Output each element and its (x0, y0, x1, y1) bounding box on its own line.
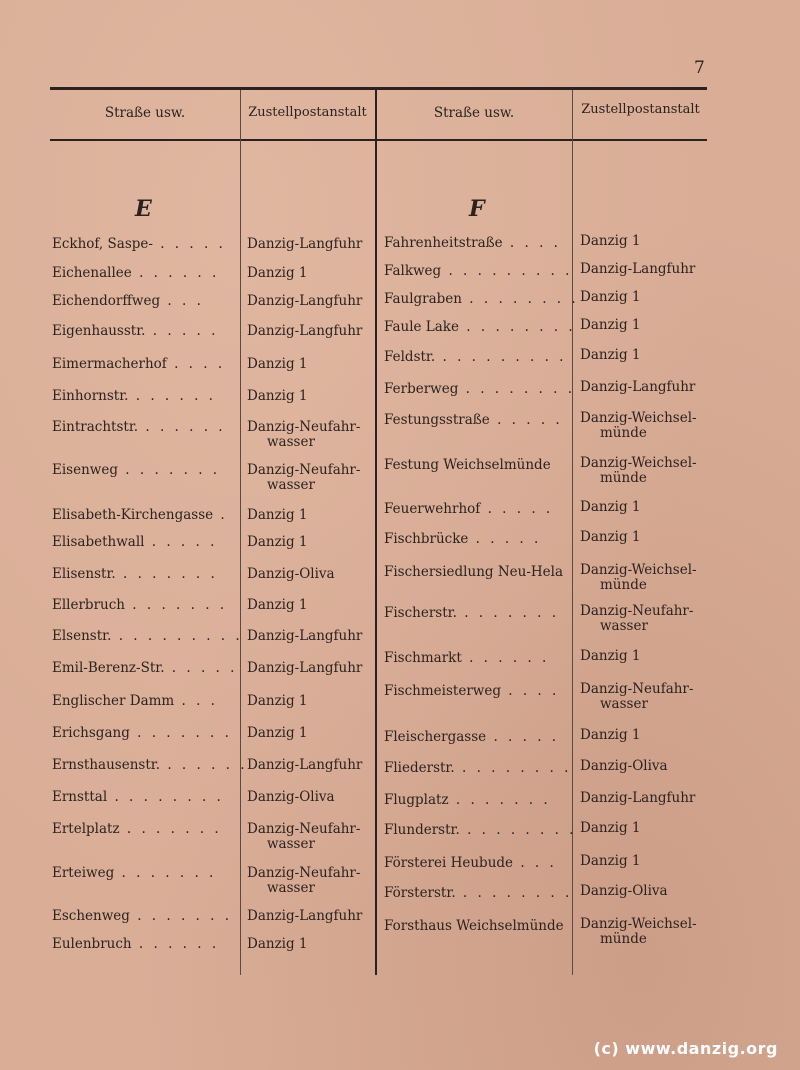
post-office-entry (580, 262, 695, 277)
post-office-name-continuation: wasser (267, 477, 315, 493)
post-office-name-continuation: wasser (267, 836, 315, 852)
leader-dots: . . . . . . . . (107, 789, 224, 805)
street-name: Fahrenheitstraße (384, 235, 503, 251)
post-office-name: Danzig-Weichsel- (580, 455, 697, 471)
street-name: Erteiweg (52, 865, 115, 881)
leader-dots: . . . . . . . (114, 865, 217, 881)
street-entry (52, 357, 237, 372)
leader-dots: . (213, 507, 228, 523)
leader-dots: . . . . . (152, 236, 226, 252)
post-office-entry (247, 790, 335, 805)
post-office-name: Danzig 1 (247, 356, 308, 372)
post-office-name: Danzig-Langfuhr (247, 757, 363, 773)
post-office-entry (247, 866, 360, 896)
post-office-name: Danzig-Langfuhr (247, 628, 363, 644)
street-name: Feuerwehrhof (384, 501, 481, 517)
leader-dots: . . . . . . . . (454, 760, 572, 776)
post-office-entry (580, 791, 695, 806)
street-name: Elsenstr. (52, 628, 112, 644)
page-number: 7 (694, 58, 705, 78)
post-office-name: Danzig 1 (580, 317, 641, 333)
post-office-name: Danzig 1 (247, 534, 308, 550)
post-office-name: Danzig 1 (580, 347, 641, 363)
post-office-name-continuation: münde (600, 425, 647, 441)
street-entry (52, 535, 237, 550)
street-entry (384, 822, 577, 838)
post-office-entry (247, 726, 308, 741)
street-entry (52, 567, 237, 582)
street-entry (52, 866, 237, 881)
post-office-entry (247, 420, 360, 450)
post-office-name: Danzig 1 (580, 853, 641, 869)
street-entry (384, 319, 576, 335)
street-name: Fischmeisterweg (384, 683, 501, 699)
street-name: Elisenstr. (52, 566, 116, 582)
post-office-entry (580, 380, 695, 395)
leader-dots: . . . . . . . (129, 908, 232, 924)
post-office-name: Danzig-Langfuhr (247, 323, 363, 339)
post-office-entry (247, 508, 308, 523)
post-office-entry (580, 456, 697, 486)
leader-dots: . . . . . . . (448, 792, 551, 808)
post-office-name: Danzig-Langfuhr (580, 379, 696, 395)
street-entry (384, 919, 570, 934)
street-entry (52, 266, 237, 281)
post-office-entry (580, 563, 697, 593)
leader-dots: . . . . . . . . . (111, 628, 243, 644)
post-office-name: Danzig-Neufahr- (580, 603, 694, 619)
post-office-entry (247, 598, 308, 613)
street-name: Ertelplatz (52, 821, 120, 837)
leader-dots: . . . (513, 855, 557, 871)
post-office-entry (580, 759, 668, 774)
post-office-entry (580, 821, 641, 836)
table-header-rule (50, 139, 707, 141)
header-street-left: Straße usw. (104, 105, 186, 121)
street-name: Ernsthausenstr. (52, 757, 161, 773)
header-office-left: Zustellpostanstalt (248, 105, 367, 120)
street-entry (384, 793, 570, 808)
post-office-name: Danzig-Oliva (580, 883, 668, 899)
header-office-right: Zustellpostanstalt (581, 102, 700, 117)
leader-dots: . . . . . . . . (459, 822, 577, 838)
post-office-name: Danzig-Neufahr- (247, 865, 361, 881)
post-office-entry (580, 530, 641, 545)
street-name: Faule Lake (384, 319, 459, 335)
leader-dots: . . . . . . . . (458, 381, 576, 397)
street-name: Eimermacherhof (52, 356, 167, 372)
post-office-entry (247, 357, 308, 372)
street-name: Fliederstr. (384, 760, 455, 776)
street-entry (52, 508, 237, 523)
street-entry (52, 324, 237, 339)
leader-dots: . . . . . (164, 660, 238, 676)
post-office-name: Danzig-Oliva (580, 758, 668, 774)
street-entry (384, 263, 573, 279)
street-name: Eintrachtstr. (52, 419, 139, 435)
street-name: Eschenweg (52, 908, 130, 924)
post-office-name: Danzig 1 (580, 233, 641, 249)
post-office-entry (247, 294, 362, 309)
post-office-entry (580, 728, 641, 743)
leader-dots: . . . . . . . . (458, 319, 576, 335)
street-name: Eckhof, Saspe- (52, 236, 153, 252)
post-office-entry (247, 324, 362, 339)
column-divider (572, 90, 573, 975)
post-office-name: Danzig-Langfuhr (247, 293, 363, 309)
post-office-name: Danzig-Neufahr- (247, 821, 361, 837)
street-name: Ferberweg (384, 381, 459, 397)
post-office-name-continuation: wasser (267, 434, 315, 450)
street-name: Fischmarkt (384, 650, 462, 666)
post-office-name: Danzig 1 (247, 597, 308, 613)
street-entry (52, 628, 243, 644)
street-entry (52, 909, 237, 924)
post-office-name-continuation: münde (600, 931, 647, 947)
post-office-entry (247, 535, 308, 550)
post-office-name: Danzig-Langfuhr (247, 660, 363, 676)
street-name: Eichendorffweg (52, 293, 161, 309)
street-entry (384, 684, 570, 699)
post-office-entry (580, 234, 641, 249)
post-office-name: Danzig 1 (247, 725, 308, 741)
street-entry (384, 291, 579, 307)
post-office-name-continuation: wasser (600, 618, 648, 634)
street-entry (384, 565, 570, 580)
street-entry (52, 420, 237, 435)
post-office-name: Danzig 1 (580, 289, 641, 305)
post-office-name: Danzig 1 (580, 648, 641, 664)
street-entry (384, 413, 570, 428)
post-office-name: Danzig 1 (247, 388, 308, 404)
post-office-entry (247, 629, 362, 644)
street-entry (384, 236, 570, 251)
post-office-entry (247, 822, 360, 852)
leader-dots: . . . . . (145, 323, 219, 339)
post-office-name: Danzig 1 (247, 693, 308, 709)
leader-dots: . . . . . (468, 531, 542, 547)
post-office-entry (247, 567, 335, 582)
post-office-entry (580, 318, 641, 333)
street-entry (384, 458, 570, 473)
street-name: Fleischergasse (384, 729, 487, 745)
street-name: Försterei Heubude (384, 855, 514, 871)
street-entry (384, 502, 570, 517)
street-entry (52, 726, 237, 741)
post-office-name: Danzig-Langfuhr (247, 908, 363, 924)
table-top-rule (50, 87, 707, 90)
street-name: Elisabeth-Kirchengasse (52, 507, 214, 523)
street-name: Festungsstraße (384, 412, 490, 428)
post-office-name: Danzig-Oliva (247, 566, 335, 582)
leader-dots: . . . . . . (160, 757, 248, 773)
street-name: Fischersiedlung Neu-Hela (384, 564, 564, 580)
leader-dots: . . . . . (144, 534, 218, 550)
header-street-right: Straße usw. (433, 105, 515, 121)
section-letter-right: F (469, 196, 485, 222)
street-name: Englischer Damm (52, 693, 175, 709)
leader-dots: . . . . (166, 356, 226, 372)
leader-dots: . . . . . . . . (461, 291, 579, 307)
leader-dots: . . . . . . . (456, 605, 560, 621)
post-office-entry (580, 348, 641, 363)
street-name: Feldstr. (384, 349, 436, 365)
leader-dots: . . . . . . (131, 265, 220, 281)
post-office-name: Danzig-Neufahr- (580, 681, 694, 697)
street-entry (384, 885, 573, 901)
street-name: Eichenallee (52, 265, 132, 281)
section-letter-left: E (135, 196, 152, 222)
street-name: Elisabethwall (52, 534, 145, 550)
leader-dots: . . . (174, 693, 218, 709)
post-office-name: Danzig-Langfuhr (580, 261, 696, 277)
leader-dots: . . . . . . . . . (441, 263, 573, 279)
leader-dots: . . . . . . . (115, 566, 218, 582)
leader-dots: . . . . . . . (129, 725, 232, 741)
street-entry (384, 606, 570, 621)
post-office-entry (580, 884, 668, 899)
leader-dots: . . . . . . (138, 419, 226, 435)
leader-dots: . . . . . (486, 729, 560, 745)
leader-dots: . . . . . . . (124, 597, 228, 613)
post-office-entry (247, 909, 362, 924)
street-entry (52, 822, 237, 837)
post-office-entry (247, 266, 308, 281)
street-entry (52, 463, 237, 478)
post-office-entry (580, 604, 693, 634)
street-name: Eigenhausstr. (52, 323, 146, 339)
post-office-name: Danzig-Neufahr- (247, 462, 361, 478)
leader-dots: . . . . . . (128, 388, 216, 404)
street-entry (384, 761, 570, 776)
post-office-name-continuation: münde (600, 577, 647, 593)
street-name: Fischbrücke (384, 531, 469, 547)
post-office-entry (580, 290, 641, 305)
post-office-entry (580, 854, 641, 869)
street-name: Falkweg (384, 263, 442, 279)
post-office-name: Danzig-Langfuhr (247, 236, 363, 252)
post-office-name: Danzig 1 (247, 936, 308, 952)
post-office-entry (580, 411, 697, 441)
street-entry (52, 757, 248, 773)
street-name: Eisenweg (52, 462, 118, 478)
street-entry (384, 651, 570, 666)
street-entry (384, 532, 570, 547)
leader-dots: . . . . . (489, 412, 563, 428)
street-name: Erichsgang (52, 725, 130, 741)
leader-dots: . . . . . . (131, 936, 220, 952)
post-office-name-continuation: wasser (267, 880, 315, 896)
watermark: (c) www.danzig.org (593, 1039, 778, 1058)
leader-dots: . . . . . . . (117, 462, 221, 478)
street-entry (52, 694, 237, 709)
post-office-name: Danzig 1 (580, 529, 641, 545)
street-entry (384, 856, 570, 871)
street-name: Festung Weichselmünde (384, 457, 551, 473)
street-entry (52, 389, 237, 404)
post-office-name: Danzig 1 (247, 507, 308, 523)
post-office-entry (580, 500, 641, 515)
street-name: Flugplatz (384, 792, 449, 808)
street-name: Emil-Berenz-Str. (52, 660, 165, 676)
post-office-entry (247, 463, 360, 493)
leader-dots: . . . . . (480, 501, 554, 517)
leader-dots: . . . . (502, 235, 561, 251)
post-office-name: Danzig-Weichsel- (580, 410, 697, 426)
post-office-name: Danzig-Neufahr- (247, 419, 361, 435)
street-name: Faulgraben (384, 291, 462, 307)
post-office-entry (247, 237, 362, 252)
post-office-entry (247, 694, 308, 709)
leader-dots: . . . . . . . (119, 821, 222, 837)
leader-dots: . . . . (500, 683, 560, 699)
column-divider (240, 90, 241, 975)
leader-dots: . . . (160, 293, 204, 309)
street-entry (384, 381, 576, 397)
leader-dots: . . . . . . . . . (435, 349, 567, 365)
post-office-entry (247, 661, 362, 676)
street-name: Ernsttal (52, 789, 108, 805)
street-name: Flunderstr. (384, 822, 460, 838)
post-office-name: Danzig 1 (580, 727, 641, 743)
post-office-entry (580, 682, 693, 712)
street-name: Einhornstr. (52, 388, 129, 404)
post-office-name: Danzig 1 (580, 820, 641, 836)
post-office-name: Danzig-Oliva (247, 789, 335, 805)
post-office-name: Danzig-Langfuhr (580, 790, 696, 806)
post-office-name: Danzig-Weichsel- (580, 916, 697, 932)
post-office-entry (247, 389, 308, 404)
post-office-name-continuation: münde (600, 470, 647, 486)
leader-dots: . . . . . . (461, 650, 550, 666)
post-office-entry (247, 937, 308, 952)
street-entry (52, 237, 237, 252)
post-office-entry (580, 649, 641, 664)
post-office-entry (247, 758, 362, 773)
street-name: Försterstr. (384, 885, 456, 901)
street-name: Forsthaus Weichselmünde (384, 918, 564, 934)
street-name: Ellerbruch (52, 597, 125, 613)
street-name: Eulenbruch (52, 936, 132, 952)
street-entry (52, 937, 237, 952)
leader-dots: . . . . . . . . (455, 885, 573, 901)
post-office-name: Danzig 1 (580, 499, 641, 515)
post-office-name: Danzig-Weichsel- (580, 562, 697, 578)
street-entry (52, 790, 237, 805)
street-entry (52, 598, 237, 613)
street-name: Fischerstr. (384, 605, 457, 621)
street-entry (52, 661, 237, 676)
street-entry (384, 730, 570, 745)
street-entry (52, 294, 237, 309)
post-office-name-continuation: wasser (600, 696, 648, 712)
column-divider-center (375, 90, 377, 975)
post-office-name: Danzig 1 (247, 265, 308, 281)
post-office-entry (580, 917, 697, 947)
street-entry (384, 350, 570, 365)
